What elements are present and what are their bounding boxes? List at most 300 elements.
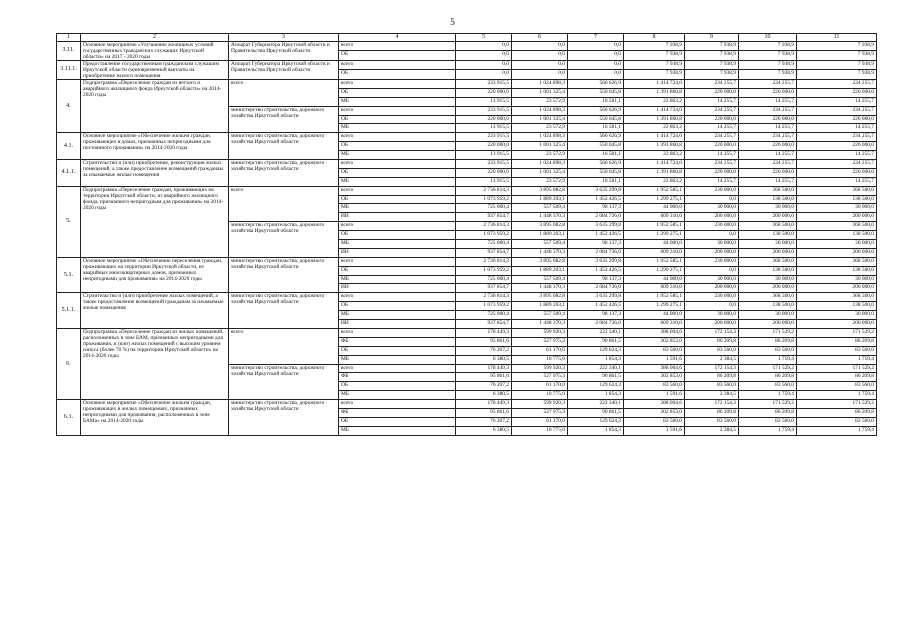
- amount-cell: 1 391 860,8: [624, 88, 685, 97]
- amount-cell: 14 255,7: [797, 151, 877, 160]
- amount-cell: 7 938,9: [797, 60, 877, 70]
- amount-cell: 725 000,4: [456, 311, 512, 320]
- amount-cell: 178 449,3: [456, 400, 512, 409]
- funding-source: МБ: [339, 275, 456, 284]
- funding-source: МБ: [339, 177, 456, 186]
- amount-cell: 368 500,0: [739, 293, 797, 302]
- amount-cell: 0,0: [456, 41, 512, 51]
- amount-cell: 86 209,8: [797, 373, 877, 382]
- amount-cell: 1 299 275,1: [624, 302, 685, 311]
- amount-cell: 557 509,4: [512, 204, 568, 213]
- amount-cell: 86 209,8: [685, 337, 739, 346]
- funding-source: МБ: [339, 391, 456, 400]
- amount-cell: 1 452 426,5: [568, 231, 624, 240]
- amount-cell: 234 255,7: [685, 133, 739, 142]
- executor: министерство строительства, дорожного хозяйства Иркутской области: [229, 106, 339, 133]
- table-row: [57, 41, 877, 51]
- amount-cell: 2 736 814,3: [456, 257, 512, 266]
- amount-cell: 234 255,7: [685, 106, 739, 115]
- funding-source: всего: [339, 106, 456, 115]
- amount-cell: 550 045,8: [568, 142, 624, 151]
- amount-cell: 6 380,5: [456, 355, 512, 364]
- amount-cell: 23 572,9: [512, 177, 568, 186]
- amount-cell: 234 255,7: [685, 160, 739, 169]
- executor: всего: [229, 80, 339, 107]
- amount-cell: 557 509,4: [512, 240, 568, 249]
- amount-cell: 599 920,3: [512, 400, 568, 409]
- amount-cell: 30 000,0: [685, 311, 739, 320]
- amount-cell: 138 500,0: [739, 231, 797, 240]
- amount-cell: 83 560,0: [624, 382, 685, 391]
- amount-cell: 44 000,0: [624, 240, 685, 249]
- table-row: [57, 160, 877, 169]
- amount-cell: 233 915,5: [456, 80, 512, 89]
- column-number: 9: [685, 34, 739, 42]
- amount-cell: 172 154,3: [685, 400, 739, 409]
- amount-cell: 98 137,3: [568, 240, 624, 249]
- amount-cell: 0,0: [512, 70, 568, 80]
- amount-cell: 557 509,4: [512, 311, 568, 320]
- funding-source: ОБ: [339, 266, 456, 275]
- amount-cell: 222 340,1: [568, 400, 624, 409]
- amount-cell: 13 915,5: [456, 177, 512, 186]
- amount-cell: 1 854,3: [568, 391, 624, 400]
- amount-cell: 0,0: [685, 195, 739, 204]
- amount-cell: 3 635 299,8: [568, 293, 624, 302]
- column-number: 6: [512, 34, 568, 42]
- amount-cell: 1 759,4: [739, 426, 797, 435]
- amount-cell: 368 500,0: [739, 186, 797, 195]
- amount-cell: 0,0: [568, 60, 624, 70]
- funding-source: МБ: [339, 311, 456, 320]
- amount-cell: 1 889 203,1: [512, 231, 568, 240]
- amount-cell: 172 154,3: [685, 364, 739, 373]
- funding-source: ОБ: [339, 346, 456, 355]
- amount-cell: 1 024 898,3: [512, 160, 568, 169]
- amount-cell: 2 384,5: [685, 426, 739, 435]
- funding-source: ОБ: [339, 302, 456, 311]
- amount-cell: 1 073 959,2: [456, 231, 512, 240]
- executor: министерство строительства, дорожного хозяйства Иркутской области: [229, 400, 339, 436]
- amount-cell: 83 560,0: [797, 382, 877, 391]
- item-number: 4.: [57, 80, 81, 133]
- amount-cell: 937 854,7: [456, 248, 512, 257]
- funding-source: всего: [339, 41, 456, 51]
- funding-source: всего: [339, 186, 456, 195]
- amount-cell: 234 255,7: [685, 80, 739, 89]
- amount-cell: 233 915,5: [456, 106, 512, 115]
- amount-cell: 95 861,6: [456, 408, 512, 417]
- amount-cell: 220 000,0: [685, 115, 739, 124]
- item-name: Строительство и (или) приобретение, реконструкция жилых помещений, а также предоставление возмещений гражданам за изымаемые жилые помещения: [81, 160, 229, 187]
- amount-cell: 1 299 275,1: [624, 231, 685, 240]
- amount-cell: 16 581,1: [568, 97, 624, 106]
- funding-source: ОБ: [339, 168, 456, 177]
- item-number: 3.11.: [57, 41, 81, 60]
- amount-cell: 2 736 814,3: [456, 222, 512, 231]
- amount-cell: 200 000,0: [685, 284, 739, 293]
- amount-cell: 1 759,4: [797, 391, 877, 400]
- amount-cell: 1 591,6: [624, 391, 685, 400]
- executor: министерство строительства, дорожного хозяйства Иркутской области: [229, 133, 339, 160]
- page-number: 5: [450, 17, 455, 27]
- table-row: [57, 293, 877, 302]
- funding-source: ОБ: [339, 231, 456, 240]
- amount-cell: 76 207,2: [456, 346, 512, 355]
- amount-cell: 30 000,0: [797, 240, 877, 249]
- amount-cell: 3 895 082,8: [512, 222, 568, 231]
- amount-cell: 7 938,9: [739, 60, 797, 70]
- amount-cell: 557 509,4: [512, 275, 568, 284]
- table-row: [57, 186, 877, 195]
- amount-cell: 599 920,3: [512, 364, 568, 373]
- amount-cell: 7 938,9: [685, 41, 739, 51]
- amount-cell: 1 073 959,2: [456, 302, 512, 311]
- amount-cell: 83 560,0: [685, 382, 739, 391]
- amount-cell: 2 736 814,3: [456, 186, 512, 195]
- amount-cell: 0,0: [512, 60, 568, 70]
- item-number: 5.1.1.: [57, 293, 81, 329]
- amount-cell: 2 084 736,0: [568, 213, 624, 222]
- amount-cell: 3 895 082,8: [512, 293, 568, 302]
- amount-cell: 171 529,2: [739, 364, 797, 373]
- amount-cell: 220 000,0: [685, 142, 739, 151]
- column-number: 5: [456, 34, 512, 42]
- amount-cell: 609 310,0: [624, 284, 685, 293]
- amount-cell: 1 448 370,3: [512, 248, 568, 257]
- amount-cell: 234 255,7: [739, 106, 797, 115]
- amount-cell: 86 209,8: [739, 337, 797, 346]
- amount-cell: 1 414 724,0: [624, 106, 685, 115]
- amount-cell: 0,0: [568, 51, 624, 61]
- amount-cell: 220 000,0: [456, 168, 512, 177]
- amount-cell: 171 529,2: [797, 400, 877, 409]
- amount-cell: 220 000,0: [739, 115, 797, 124]
- funding-source: ИИ: [339, 284, 456, 293]
- amount-cell: 44 000,0: [624, 204, 685, 213]
- amount-cell: 30 000,0: [797, 311, 877, 320]
- column-number: 11: [797, 34, 877, 42]
- funding-source: МБ: [339, 124, 456, 133]
- funding-source: всего: [339, 222, 456, 231]
- executor: всего: [229, 328, 339, 364]
- amount-cell: 61 170,0: [512, 417, 568, 426]
- funding-source: ОБ: [339, 51, 456, 61]
- table-row: [57, 133, 877, 142]
- amount-cell: 13 915,5: [456, 97, 512, 106]
- amount-cell: 200 000,0: [739, 284, 797, 293]
- funding-source: ФБ: [339, 408, 456, 417]
- amount-cell: 1 414 724,0: [624, 160, 685, 169]
- amount-cell: 10 775,0: [512, 355, 568, 364]
- amount-cell: 200 000,0: [739, 248, 797, 257]
- amount-cell: 138 500,0: [797, 266, 877, 275]
- amount-cell: 7 938,9: [797, 41, 877, 51]
- funding-source: всего: [339, 328, 456, 337]
- funding-source: ФБ: [339, 337, 456, 346]
- amount-cell: 13 915,5: [456, 151, 512, 160]
- funding-source: МБ: [339, 355, 456, 364]
- amount-cell: 609 310,0: [624, 320, 685, 329]
- amount-cell: 234 255,7: [797, 106, 877, 115]
- item-number: 3.11.1.: [57, 60, 81, 79]
- amount-cell: 1 952 585,1: [624, 293, 685, 302]
- funding-source: всего: [339, 257, 456, 266]
- amount-cell: 30 000,0: [685, 240, 739, 249]
- amount-cell: 234 255,7: [797, 160, 877, 169]
- amount-cell: 30 000,0: [739, 311, 797, 320]
- amount-cell: 1 759,4: [739, 391, 797, 400]
- amount-cell: 22 863,2: [624, 124, 685, 133]
- funding-source: ИИ: [339, 248, 456, 257]
- item-number: 6.1.: [57, 400, 81, 436]
- item-name: Подпрограмма «Переселение граждан, проживающих на территории Иркутской области, из аварийного жилищного фонда, признанного непригодным для проживания» на 2014-2020 годы: [81, 186, 229, 257]
- amount-cell: 2 084 736,0: [568, 284, 624, 293]
- amount-cell: 7 938,9: [797, 70, 877, 80]
- executor: Аппарат Губернатора Иркутской области и Правительства Иркутской области: [229, 41, 339, 60]
- amount-cell: 86 209,8: [739, 408, 797, 417]
- amount-cell: 1 854,3: [568, 355, 624, 364]
- amount-cell: 220 000,0: [739, 88, 797, 97]
- amount-cell: 83 560,0: [624, 417, 685, 426]
- amount-cell: 725 000,4: [456, 240, 512, 249]
- amount-cell: 1 448 370,3: [512, 320, 568, 329]
- funding-source: всего: [339, 293, 456, 302]
- amount-cell: 233 915,5: [456, 160, 512, 169]
- amount-cell: 550 045,8: [568, 168, 624, 177]
- funding-source: ОБ: [339, 88, 456, 97]
- amount-cell: 1 759,4: [797, 355, 877, 364]
- column-number: 7: [568, 34, 624, 42]
- funding-source: ИИ: [339, 213, 456, 222]
- amount-cell: 3 635 299,8: [568, 257, 624, 266]
- amount-cell: 233 915,5: [456, 133, 512, 142]
- funding-source: МБ: [339, 204, 456, 213]
- amount-cell: 1 391 860,8: [624, 142, 685, 151]
- amount-cell: 234 255,7: [797, 80, 877, 89]
- funding-source: ОБ: [339, 195, 456, 204]
- funding-source: ОБ: [339, 70, 456, 80]
- amount-cell: 599 920,3: [512, 328, 568, 337]
- amount-cell: 14 255,7: [797, 177, 877, 186]
- item-name: Основное мероприятие «Обеспечение переселения граждан, проживающих на территории Иркутской области, из аварийных многоквартирных домов, признанных непригодными для проживания» на 2014-2020 годы: [81, 257, 229, 293]
- amount-cell: 98 137,3: [568, 204, 624, 213]
- amount-cell: 566 626,9: [568, 160, 624, 169]
- amount-cell: 6 380,5: [456, 426, 512, 435]
- amount-cell: 1 889 203,1: [512, 195, 568, 204]
- table-row: [57, 400, 877, 409]
- amount-cell: 230 000,0: [685, 257, 739, 266]
- amount-cell: 178 449,3: [456, 364, 512, 373]
- amount-cell: 1 299 275,1: [624, 266, 685, 275]
- funding-source: всего: [339, 60, 456, 70]
- amount-cell: 16 581,1: [568, 124, 624, 133]
- amount-cell: 937 854,7: [456, 284, 512, 293]
- amount-cell: 98 137,3: [568, 275, 624, 284]
- amount-cell: 1 448 370,3: [512, 213, 568, 222]
- amount-cell: 0,0: [512, 51, 568, 61]
- amount-cell: 7 938,9: [624, 51, 685, 61]
- amount-cell: 566 626,9: [568, 106, 624, 115]
- amount-cell: 200 000,0: [797, 320, 877, 329]
- column-number: 1: [57, 34, 81, 42]
- amount-cell: 83 560,0: [797, 417, 877, 426]
- amount-cell: 0,0: [456, 60, 512, 70]
- item-name: Подпрограмма «Переселение граждан из ветхого и аварийного жилищного фонда Иркутской области» на 2014-2020 годы: [81, 80, 229, 133]
- funding-source: МБ: [339, 240, 456, 249]
- table-row: [57, 60, 877, 70]
- amount-cell: 302 853,0: [624, 373, 685, 382]
- amount-cell: 171 529,2: [797, 364, 877, 373]
- amount-cell: 7 938,9: [739, 51, 797, 61]
- executor: министерство строительства, дорожного хозяйства Иркутской области: [229, 364, 339, 400]
- amount-cell: 2 084 736,0: [568, 320, 624, 329]
- amount-cell: 1 452 426,5: [568, 302, 624, 311]
- amount-cell: 220 000,0: [685, 88, 739, 97]
- executor: министерство строительства, дорожного хозяйства Иркутской области: [229, 222, 339, 258]
- item-name: Основное мероприятие «Обеспечение жильем граждан, проживающих в жилых помещениях, признанных непригодными для проживания, расположенных в зоне БАМа» на 2014-2020 годы: [81, 400, 229, 436]
- amount-cell: 171 529,2: [797, 328, 877, 337]
- amount-cell: 609 310,0: [624, 248, 685, 257]
- amount-cell: 90 861,5: [568, 408, 624, 417]
- amount-cell: 1 391 860,8: [624, 115, 685, 124]
- amount-cell: 0,0: [685, 266, 739, 275]
- amount-cell: 98 137,3: [568, 311, 624, 320]
- item-name: Предоставление государственным гражданским служащим Иркутской области единовременной выплаты на приобретение жилого помещения: [81, 60, 229, 79]
- amount-cell: 1 952 585,1: [624, 257, 685, 266]
- amount-cell: 1 299 275,1: [624, 195, 685, 204]
- column-number: 2: [81, 34, 229, 42]
- item-number: 6.: [57, 328, 81, 399]
- amount-cell: 230 000,0: [685, 186, 739, 195]
- budget-table: [56, 33, 877, 436]
- amount-cell: 1 759,4: [797, 426, 877, 435]
- amount-cell: 220 000,0: [739, 142, 797, 151]
- amount-cell: 368 500,0: [739, 257, 797, 266]
- amount-cell: 1 452 426,5: [568, 195, 624, 204]
- amount-cell: 16 581,1: [568, 177, 624, 186]
- amount-cell: 0,0: [568, 70, 624, 80]
- funding-source: МБ: [339, 426, 456, 435]
- amount-cell: 178 449,3: [456, 328, 512, 337]
- amount-cell: 1 001 325,4: [512, 88, 568, 97]
- amount-cell: 2 736 814,3: [456, 293, 512, 302]
- amount-cell: 83 560,0: [739, 382, 797, 391]
- amount-cell: 609 310,0: [624, 213, 685, 222]
- amount-cell: 2 084 736,0: [568, 248, 624, 257]
- amount-cell: 7 938,9: [685, 70, 739, 80]
- amount-cell: 44 000,0: [624, 311, 685, 320]
- amount-cell: 86 209,8: [739, 373, 797, 382]
- amount-cell: 937 854,7: [456, 213, 512, 222]
- funding-source: ОБ: [339, 417, 456, 426]
- amount-cell: 13 915,5: [456, 124, 512, 133]
- amount-cell: 7 938,9: [797, 51, 877, 61]
- amount-cell: 30 000,0: [739, 240, 797, 249]
- amount-cell: 86 209,8: [685, 373, 739, 382]
- amount-cell: 234 255,7: [739, 133, 797, 142]
- amount-cell: 388 004,6: [624, 328, 685, 337]
- table-row: [57, 328, 877, 337]
- amount-cell: 222 340,1: [568, 364, 624, 373]
- amount-cell: 129 624,3: [568, 417, 624, 426]
- amount-cell: 566 626,9: [568, 133, 624, 142]
- amount-cell: 3 895 082,8: [512, 257, 568, 266]
- amount-cell: 1 854,3: [568, 426, 624, 435]
- amount-cell: 200 000,0: [685, 213, 739, 222]
- amount-cell: 368 500,0: [797, 222, 877, 231]
- funding-source: всего: [339, 364, 456, 373]
- column-number-row: [57, 34, 877, 42]
- funding-source: ФБ: [339, 373, 456, 382]
- amount-cell: 527 975,3: [512, 373, 568, 382]
- column-number: 8: [624, 34, 685, 42]
- amount-cell: 1 952 585,1: [624, 222, 685, 231]
- amount-cell: 368 500,0: [797, 293, 877, 302]
- amount-cell: 220 000,0: [797, 168, 877, 177]
- amount-cell: 22 863,2: [624, 151, 685, 160]
- amount-cell: 220 000,0: [797, 88, 877, 97]
- amount-cell: 2 384,5: [685, 391, 739, 400]
- column-number: 4: [339, 34, 456, 42]
- amount-cell: 22 863,2: [624, 177, 685, 186]
- amount-cell: 1 591,6: [624, 355, 685, 364]
- amount-cell: 7 938,9: [624, 60, 685, 70]
- amount-cell: 200 000,0: [685, 248, 739, 257]
- amount-cell: 527 975,3: [512, 408, 568, 417]
- table-row: [57, 80, 877, 89]
- column-number: 10: [739, 34, 797, 42]
- item-number: 5.: [57, 186, 81, 257]
- amount-cell: 30 000,0: [739, 204, 797, 213]
- amount-cell: 14 255,7: [685, 151, 739, 160]
- funding-source: всего: [339, 400, 456, 409]
- amount-cell: 200 000,0: [739, 320, 797, 329]
- amount-cell: 1 073 959,2: [456, 266, 512, 275]
- amount-cell: 1 452 426,5: [568, 266, 624, 275]
- amount-cell: 129 624,3: [568, 382, 624, 391]
- amount-cell: 220 000,0: [797, 115, 877, 124]
- amount-cell: 30 000,0: [685, 275, 739, 284]
- amount-cell: 7 938,9: [739, 70, 797, 80]
- executor: министерство строительства, дорожного хозяйства Иркутской области: [229, 257, 339, 293]
- amount-cell: 138 500,0: [739, 195, 797, 204]
- funding-source: МБ: [339, 97, 456, 106]
- funding-source: всего: [339, 160, 456, 169]
- amount-cell: 368 500,0: [739, 222, 797, 231]
- item-name: Подпрограмма «Переселение граждан из жилых помещений, расположенных в зоне БАМ, признанных непригодными для проживания, и (или) жилых помещений с высоким уровнем износа (более 70 %) на территории Иркутской области» на 2014-2020 годы: [81, 328, 229, 399]
- funding-source: ИИ: [339, 320, 456, 329]
- amount-cell: 1 024 898,3: [512, 133, 568, 142]
- amount-cell: 302 853,0: [624, 408, 685, 417]
- amount-cell: 76 207,2: [456, 382, 512, 391]
- amount-cell: 200 000,0: [739, 213, 797, 222]
- amount-cell: 138 500,0: [797, 195, 877, 204]
- amount-cell: 0,0: [685, 231, 739, 240]
- amount-cell: 83 560,0: [739, 346, 797, 355]
- amount-cell: 1 024 898,3: [512, 106, 568, 115]
- amount-cell: 1 414 724,0: [624, 133, 685, 142]
- funding-source: всего: [339, 80, 456, 89]
- amount-cell: 388 004,6: [624, 400, 685, 409]
- amount-cell: 61 170,0: [512, 346, 568, 355]
- table-row: [57, 257, 877, 266]
- amount-cell: 725 000,4: [456, 275, 512, 284]
- amount-cell: 234 255,7: [739, 80, 797, 89]
- amount-cell: 0,0: [512, 41, 568, 51]
- amount-cell: 200 000,0: [797, 213, 877, 222]
- amount-cell: 14 255,7: [739, 151, 797, 160]
